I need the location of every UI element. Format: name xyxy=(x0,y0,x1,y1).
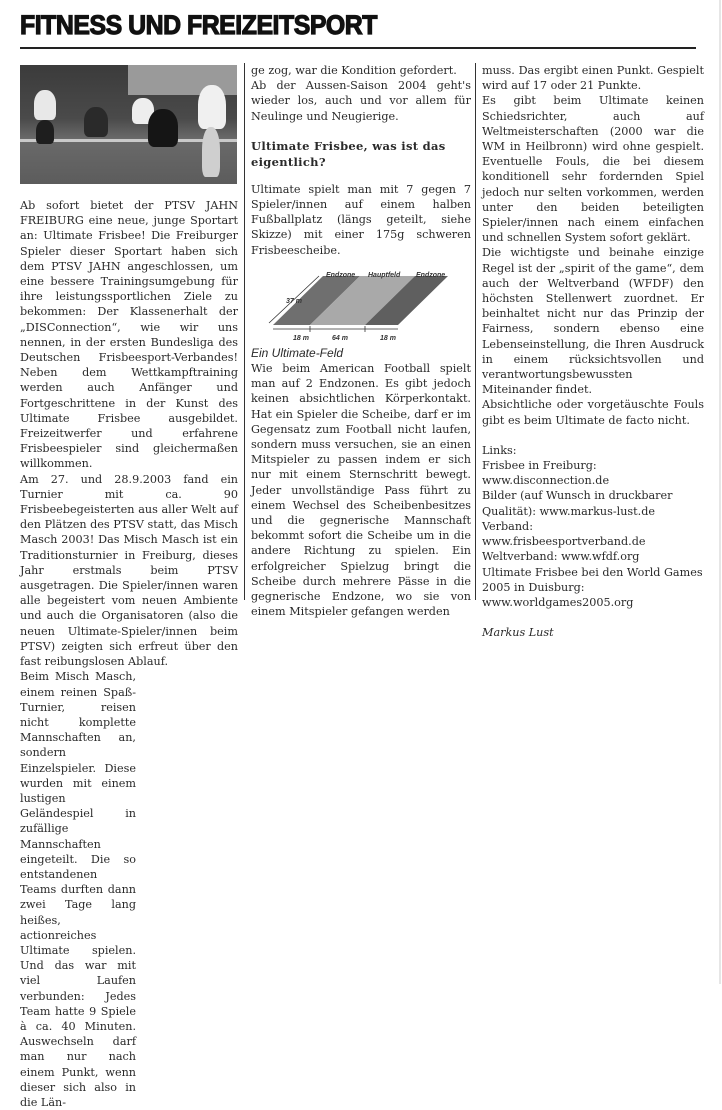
header-rule xyxy=(20,47,696,49)
article-paragraph: Es gibt beim Ultimate keinen Schiedsrichter, auch auf Weltmeisterschaften (2000 war die WM in Heilbronn) wird ohne gespielt. Eventuelle Fouls, die bei diesem konditionell sehr fordernden Spiel jedoch nur selten vorkommen, werden unter den beiden beteiligten Spieler/innen nach einem einfachen und schnellen System sofort geklärt. xyxy=(482,94,704,245)
article-column-3 xyxy=(482,63,704,640)
article-paragraph: Ab der Aussen-Saison 2004 geht's wieder los, auch und vor allem für Neulinge und Neugierige. xyxy=(251,79,471,123)
field-label-hauptfeld: Hauptfeld xyxy=(368,271,401,279)
field-length-label: 64 m xyxy=(332,334,348,342)
photo-player xyxy=(34,90,56,120)
article-paragraph: Ultimate spielt man mit 7 gegen 7 Spieler/innen auf einem halben Fußballplatz (längs geteilt, siehe Skizze) mit einer 175g schweren Frisbeescheibe. xyxy=(251,182,471,257)
link-label: Frisbee in Freiburg: xyxy=(482,459,597,473)
article-column-1 xyxy=(20,65,238,1110)
players-photo xyxy=(20,65,237,184)
article-paragraph: Am 27. und 28.9.2003 fand ein Turnier mit ca. 90 Frisbeebegeisterten aus aller Welt auf den Plätzen des PTSV statt, das Misch Masch 2003! Das Misch Masch ist ein Traditionsturnier in Freiburg, dieses Jahr erstmals beim PTSV ausgetragen. Die Spieler/innen waren alle begeistert vom neuen Ambiente und auch die Organisatoren (also die neuen Ultimate-Spieler/innen beim PTSV) zeigten sich erfreut über den fast reibungslosen Ablauf. xyxy=(20,472,238,669)
links-section xyxy=(482,443,704,610)
article-paragraph: Ab sofort bietet der PTSV JAHN FREIBURG eine neue, junge Sportart an: Ultimate Frisbee! Die Freiburger Spieler dieser Sportart haben sich dem PTSV JAHN angeschlossen, um eine bessere Trainingsumgebung für ihre leistungssportlichen Ziele zu bekommen: Der Klassenerhalt der „DISConnection“, wie wir uns nennen, in der ersten Bundesliga des Deutschen Frisbeesport-Verbandes! Neben dem Wettkampftraining werden auch Anfänger und Fortgeschrittene in der Kunst des Ultimate Frisbee ausgebildet. Freizeitwerfer und erfahrene Frisbeespieler sind gleichermaßen willkommen. xyxy=(20,199,238,471)
link-label: Verband: xyxy=(482,519,533,533)
page-edge xyxy=(719,0,721,984)
field-width-label: 37 m xyxy=(286,297,302,305)
article-paragraph: Beim Misch Masch, einem reinen Spaß-Turnier, reisen nicht komplette Mannschaften an, sondern Einzelspieler. Diese wurden mit einem lustigen Geländespiel in zufällige Mannschaften eingeteilt. Die so entstandenen Teams durften dann zwei Tage lang heißes, actionreiches Ultimate spielen. Und das war mit viel Laufen verbunden: Jedes Team hatte 9 Spiele à ca. 40 Minuten. Auswechseln darf man nur nach einem Punkt, wenn dieser sich also in die Län- xyxy=(20,670,136,1109)
field-length-label: 18 m xyxy=(380,334,396,342)
field-length-label: 18 m xyxy=(293,334,309,342)
link-url[interactable]: www.frisbeesportverband.de xyxy=(482,535,646,549)
field-label-endzone: Endzone xyxy=(416,271,446,279)
article-paragraph: muss. Das ergibt einen Punkt. Gespielt wird auf 17 oder 21 Punkte. xyxy=(482,64,704,93)
diagram-caption: Ein Ultimate-Feld xyxy=(251,345,344,360)
article-paragraph: Die wichtigste und beinahe einzige Regel ist der „spirit of the game“, dem auch der Weltverband (WFDF) den höchsten Stellenwert zuordnet. Er beinhaltet nicht nur das Prinzip der Fairness, sondern ebenso eine Lebenseinstellung, die Ihren Ausdruck in einem rücksichtsvollen und verantwortungsbewussten Miteinander findet. xyxy=(482,246,704,397)
article-paragraph: ge zog, war die Kondition gefordert. xyxy=(251,64,457,77)
author-name: Markus Lust xyxy=(482,626,554,640)
page-title: FITNESS UND FREIZEITSPORT xyxy=(20,10,377,40)
column-divider xyxy=(244,63,245,600)
links-heading: Links: xyxy=(482,443,517,457)
photo-player xyxy=(36,120,54,144)
field-diagram xyxy=(251,270,471,340)
photo-player xyxy=(202,127,220,177)
section-subheading: Ultimate Frisbee, was ist das eigentlich? xyxy=(251,138,446,169)
photo-player xyxy=(148,109,178,147)
article-column-2 xyxy=(251,63,471,619)
link-label: Ultimate Frisbee bei den World Games 2005 in Duisburg: xyxy=(482,565,703,594)
photo-player xyxy=(198,85,226,129)
article-paragraph: Wie beim American Football spielt man auf 2 Endzonen. Es gibt jedoch keinen absichtlichen Körperkontakt. Hat ein Spieler die Scheibe, darf er im Gegensatz zum Football nicht laufen, sondern muss versuchen, sie an einen Mitspieler zu passen indem er sich nur mit einem Sternschritt bewegt. Jeder unvollständige Pass führt zu einem Wechsel des Scheibenbesitzes und die gegnerische Mannschaft bekommt sofort die Scheibe um in die andere Richtung zu spielen. Ein erfolgreicher Spielzug bringt die Scheibe durch mehrere Pässe in die gegnerische Endzone, wo sie von einem Mitspieler gefangen werden xyxy=(251,362,471,619)
column-divider xyxy=(475,63,476,600)
link-url[interactable]: www.worldgames2005.org xyxy=(482,595,634,609)
link-url[interactable]: Bilder (auf Wunsch in druckbarer Qualität): www.markus-lust.de xyxy=(482,489,673,518)
photo-spectator xyxy=(84,107,108,137)
link-url[interactable]: Weltverband: www.wfdf.org xyxy=(482,550,640,564)
link-url[interactable]: www.disconnection.de xyxy=(482,474,610,488)
article-paragraph: Absichtliche oder vorgetäuschte Fouls gibt es beim Ultimate de facto nicht. xyxy=(482,398,704,427)
field-label-endzone: Endzone xyxy=(326,271,356,279)
